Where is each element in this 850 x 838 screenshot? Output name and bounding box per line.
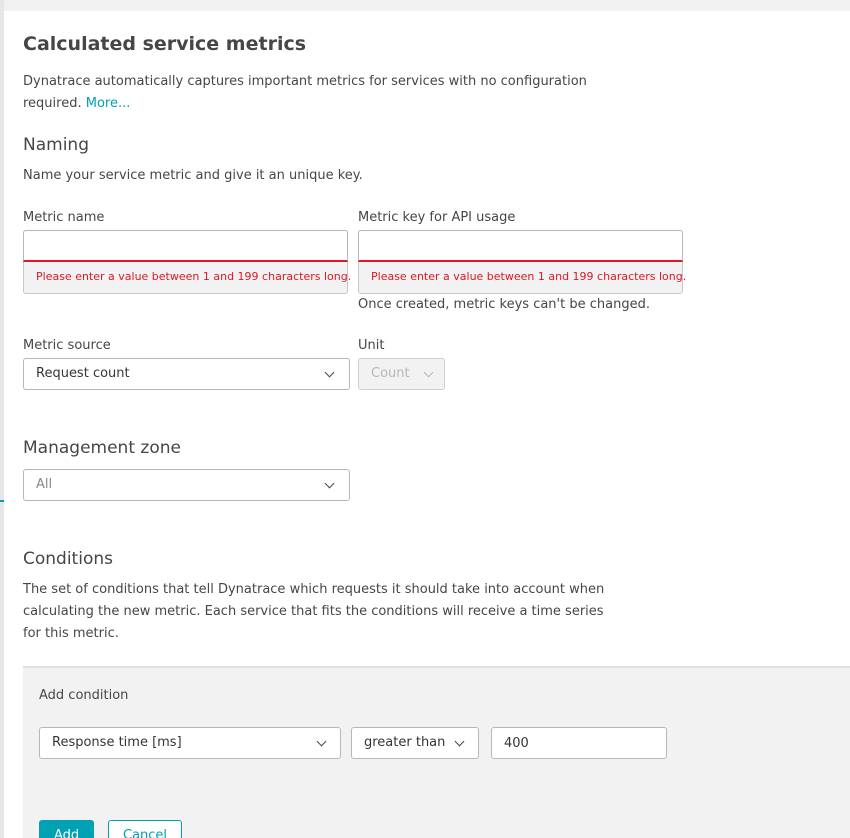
condition-threshold-input[interactable]	[491, 727, 667, 759]
add-condition-label: Add condition	[39, 688, 129, 703]
metric-key-label: Metric key for API usage	[358, 210, 516, 225]
metric-name-label: Metric name	[23, 210, 105, 225]
settings-panel	[4, 11, 850, 838]
intro-description: Dynatrace automatically captures important metrics for services with no configuration required.	[23, 74, 587, 111]
conditions-heading: Conditions	[23, 549, 113, 569]
chevron-down-icon	[325, 479, 335, 489]
condition-operator-value: greater than	[364, 735, 446, 750]
chevron-down-icon	[317, 737, 327, 747]
metric-name-input[interactable]	[23, 230, 348, 262]
metric-source-select[interactable]	[23, 358, 350, 390]
metric-key-hint: Once created, metric keys can't be changed.	[358, 297, 650, 312]
metric-name-field-group	[23, 230, 352, 294]
intro-text	[23, 71, 603, 115]
unit-label: Unit	[358, 338, 385, 353]
condition-attribute-select[interactable]	[39, 727, 341, 759]
metric-key-error: Please enter a value between 1 and 199 characters long.	[371, 270, 687, 283]
unit-value: Count	[371, 366, 410, 381]
chevron-down-icon	[325, 368, 335, 378]
add-condition-panel	[23, 666, 850, 838]
condition-attribute-value: Response time [ms]	[52, 735, 182, 750]
conditions-description: The set of conditions that tell Dynatrace which requests it should take into account when calculating the new metric. Each service that fits the conditions will receive a time series for this metric.	[23, 582, 605, 641]
metric-name-error: Please enter a value between 1 and 199 characters long.	[36, 270, 352, 283]
chevron-down-icon	[455, 737, 465, 747]
metric-source-value: Request count	[36, 366, 130, 381]
cancel-button[interactable]: Cancel	[108, 820, 182, 838]
unit-select	[358, 358, 445, 390]
management-zone-select[interactable]	[23, 469, 350, 501]
page-title: Calculated service metrics	[23, 33, 307, 55]
chevron-down-icon	[424, 368, 434, 378]
naming-heading: Naming	[23, 135, 89, 155]
management-zone-value: All	[36, 477, 53, 492]
metric-source-label: Metric source	[23, 338, 111, 353]
management-zone-heading: Management zone	[23, 438, 181, 458]
condition-operator-select[interactable]	[351, 727, 479, 759]
metric-key-field-group	[358, 230, 687, 294]
naming-description: Name your service metric and give it an unique key.	[23, 168, 363, 183]
add-button[interactable]: Add	[39, 820, 94, 838]
metric-key-input[interactable]	[358, 230, 683, 262]
more-link[interactable]: More...	[85, 96, 131, 111]
